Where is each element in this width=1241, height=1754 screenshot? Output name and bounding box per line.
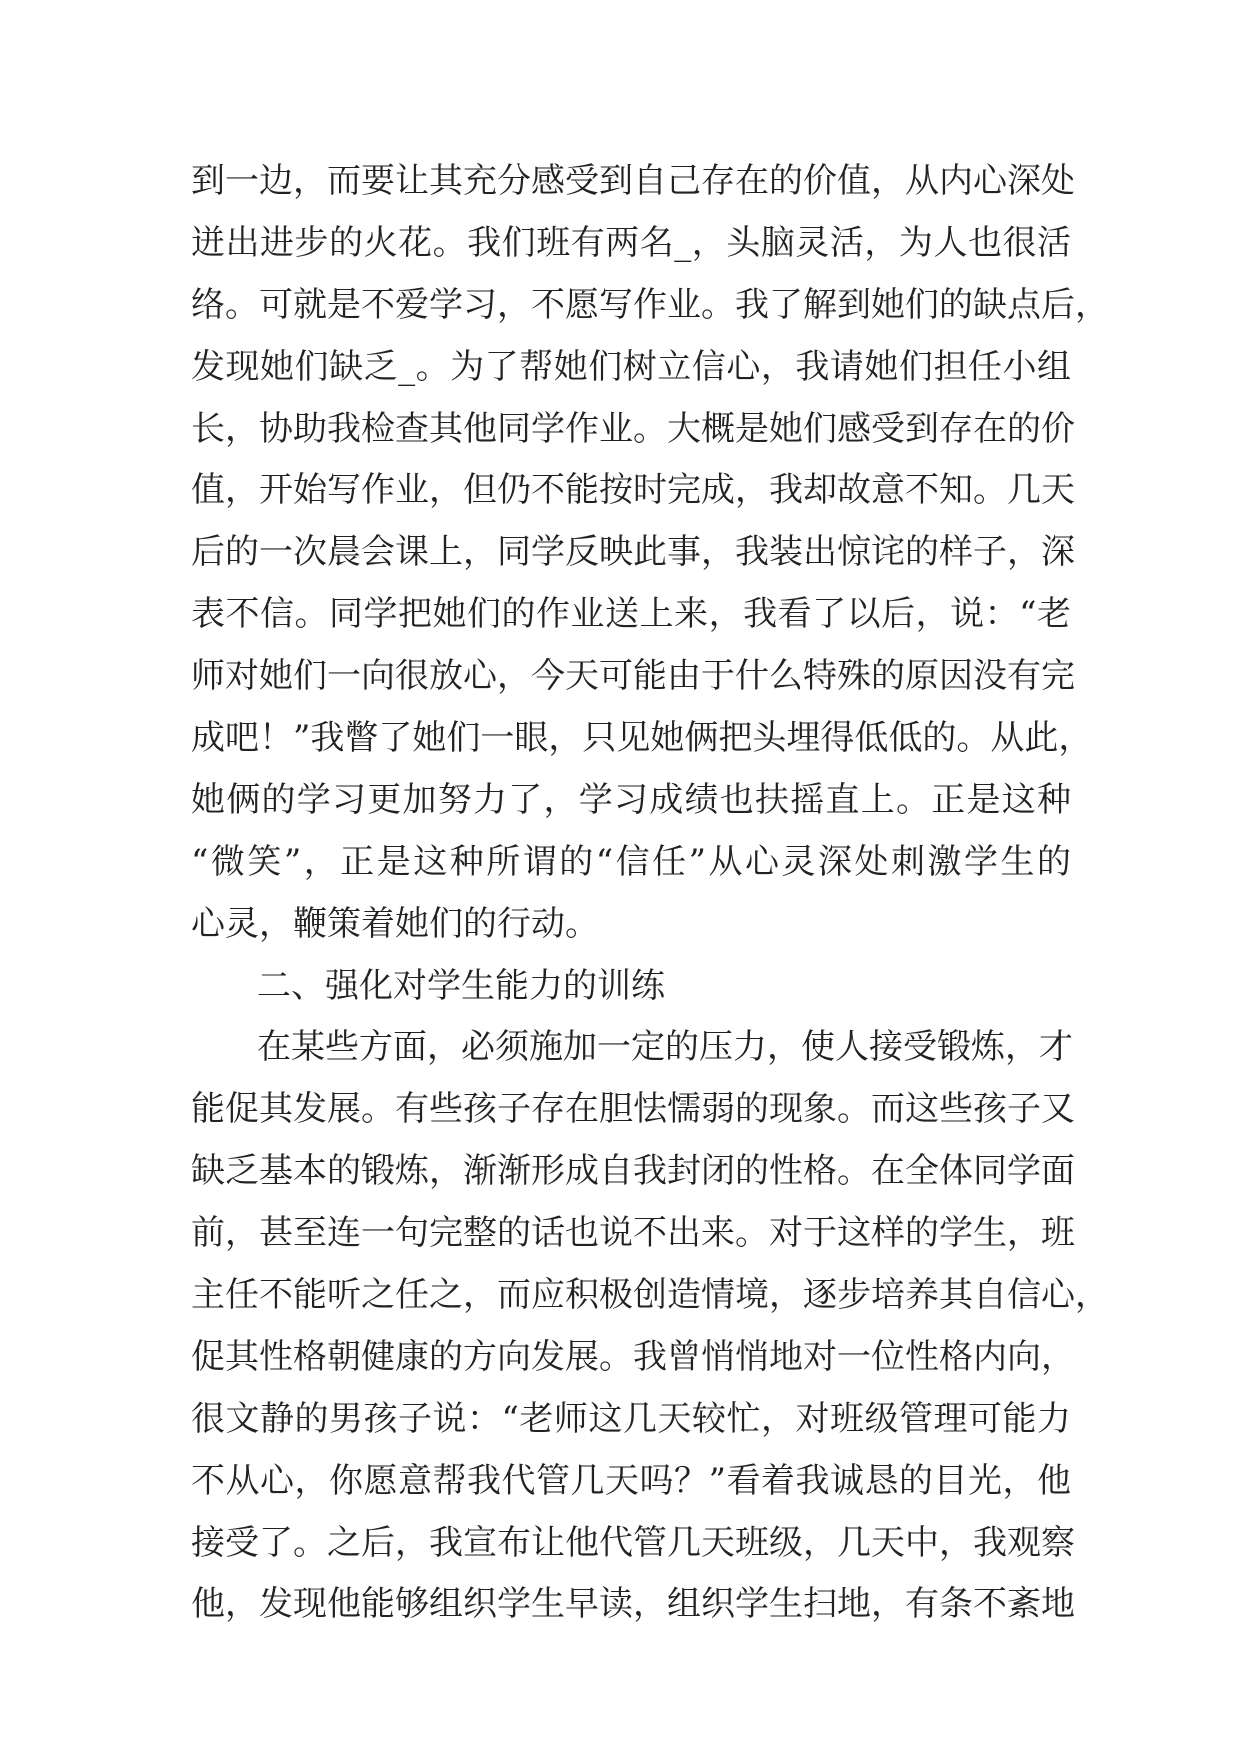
text-line: 表不信。同学把她们的作业送上来，我看了以后，说：“老 [191, 594, 1071, 635]
text-line: 值，开始写作业，但仍不能按时完成，我却故意不知。几天 [191, 470, 1075, 511]
text-line: 络。可就是不爱学习，不愿写作业。我了解到她们的缺点后， [191, 284, 1109, 325]
text-line: 心灵，鞭策着她们的行动。 [191, 903, 599, 944]
text-line: 成吧！”我瞥了她们一眼，只见她俩把头埋得低低的。从此， [191, 718, 1093, 759]
text-line: 主任不能听之任之，而应积极创造情境，逐步培养其自信心， [191, 1275, 1109, 1316]
text-line: 后的一次晨会课上，同学反映此事，我装出惊诧的样子，深 [191, 532, 1075, 573]
text-line: 师对她们一向很放心，今天可能由于什么特殊的原因没有完 [191, 656, 1075, 697]
text-line: 她俩的学习更加努力了，学习成绩也扶摇直上。正是这种 [191, 779, 1071, 820]
text-line: 发现她们缺乏_。为了帮她们树立信心，我请她们担任小组 [191, 346, 1071, 387]
text-line: 在某些方面，必须施加一定的压力，使人接受锻炼，才 [257, 1027, 1073, 1068]
text-line: 缺乏基本的锻炼，渐渐形成自我封闭的性格。在全体同学面 [191, 1151, 1075, 1192]
text-line: 到一边，而要让其充分感受到自己存在的价值，从内心深处 [191, 161, 1075, 201]
text-line: 迸出进步的火花。我们班有两名_，头脑灵活，为人也很活 [191, 222, 1071, 263]
body-text [191, 150, 1109, 1635]
text-line: “微笑”，正是这种所谓的“信任”从心灵深处刺激学生的 [191, 841, 1071, 882]
text-line: 促其性格朝健康的方向发展。我曾悄悄地对一位性格内向， [191, 1336, 1075, 1377]
text-line: 不从心，你愿意帮我代管几天吗？”看着我诚恳的目光，他 [191, 1460, 1071, 1501]
text-line: 能促其发展。有些孩子存在胆怯懦弱的现象。而这些孩子又 [191, 1089, 1075, 1130]
text-line: 接受了。之后，我宣布让他代管几天班级，几天中，我观察 [191, 1522, 1075, 1563]
text-line: 长，协助我检查其他同学作业。大概是她们感受到存在的价 [191, 408, 1075, 449]
text-line: 很文静的男孩子说：“老师这几天较忙，对班级管理可能力 [191, 1398, 1071, 1439]
section-heading: 二、强化对学生能力的训练 [257, 965, 665, 1006]
text-line: 他，发现他能够组织学生早读，组织学生扫地，有条不紊地 [191, 1584, 1075, 1625]
text-line: 前，甚至连一句完整的话也说不出来。对于这样的学生，班 [191, 1213, 1075, 1254]
